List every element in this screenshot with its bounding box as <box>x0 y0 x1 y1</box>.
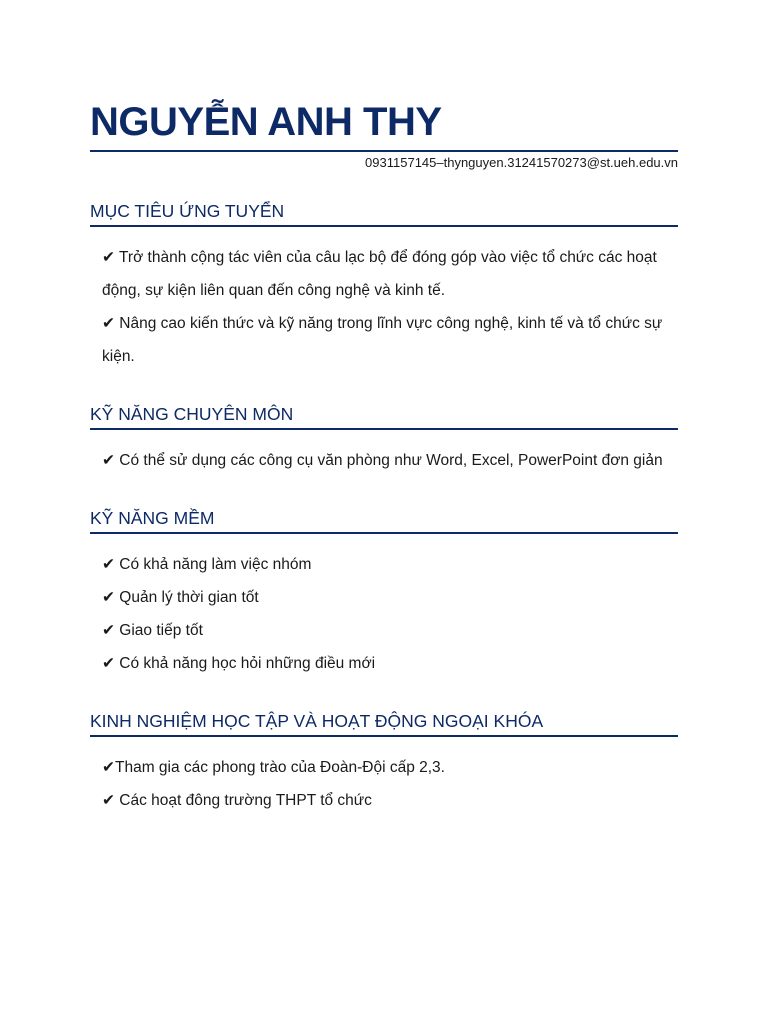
section-soft-skills <box>90 507 678 680</box>
section-divider <box>90 225 678 227</box>
section-divider <box>90 428 678 430</box>
resume-page <box>90 96 678 817</box>
section-divider <box>90 532 678 534</box>
list-item: ✔ Giao tiếp tốt <box>102 622 203 639</box>
list-item: ✔ Trở thành cộng tác viên của câu lạc bộ để đóng góp vào việc tổ chức các hoạt động, sự kiện liên quan đến công nghệ và kinh tế. <box>102 249 657 299</box>
list-item: ✔Tham gia các phong trào của Đoàn-Đội cấp 2,3. <box>102 759 445 776</box>
section-title: MỤC TIÊU ỨNG TUYỂN <box>90 201 285 221</box>
contact-info: 0931157145–thynguyen.31241570273@st.ueh.edu.vn <box>365 155 678 170</box>
section-professional-skills <box>90 403 678 477</box>
list-item: ✔ Nâng cao kiến thức và kỹ năng trong lĩnh vực công nghệ, kinh tế và tổ chức sự kiện. <box>102 315 663 365</box>
section-title: KINH NGHIỆM HỌC TẬP VÀ HOẠT ĐỘNG NGOẠI KHÓA <box>90 711 544 731</box>
section-items <box>90 241 678 373</box>
list-item: ✔ Có thể sử dụng các công cụ văn phòng như Word, Excel, PowerPoint đơn giản <box>102 452 663 469</box>
section-items <box>90 751 678 817</box>
section-experience <box>90 710 678 817</box>
name-divider <box>90 150 678 152</box>
list-item: ✔ Có khả năng làm việc nhóm <box>102 556 312 573</box>
list-item: ✔ Quản lý thời gian tốt <box>102 589 259 606</box>
list-item: ✔ Các hoạt đông trường THPT tổ chức <box>102 792 372 809</box>
section-objective <box>90 200 678 373</box>
section-items <box>90 444 678 477</box>
section-divider <box>90 735 678 737</box>
section-items <box>90 548 678 680</box>
section-title: KỸ NĂNG CHUYÊN MÔN <box>90 404 294 424</box>
section-title: KỸ NĂNG MỀM <box>90 508 215 528</box>
applicant-name: NGUYỄN ANH THY <box>90 100 442 144</box>
list-item: ✔ Có khả năng học hỏi những điều mới <box>102 655 376 672</box>
